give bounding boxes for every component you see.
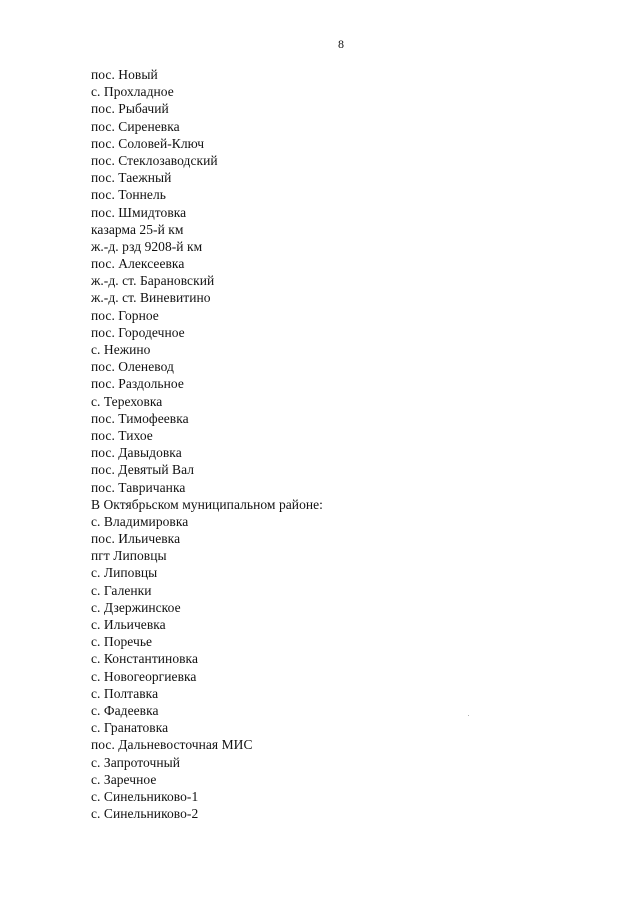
list-item: пос. Новый <box>91 67 158 82</box>
list-item: с. Ильичевка <box>91 617 166 632</box>
list-item: пос. Тихое <box>91 427 153 443</box>
list-item: с. Прохладное <box>91 84 174 100</box>
scan-speck <box>468 715 469 716</box>
list-item: пос. Дальневосточная МИС <box>91 737 253 753</box>
list-item: с. Синельниково-1 <box>91 788 199 804</box>
list-item: пос. Горное <box>91 307 159 323</box>
list-item: пос. Давыдовка <box>91 445 182 461</box>
list-item: ж.-д. ст. Виневитино <box>91 290 211 306</box>
list-item: пос. Соловей-Ключ <box>91 135 205 151</box>
list-item: пос. Ильичевка <box>91 531 181 547</box>
settlement-list <box>91 66 323 822</box>
list-item: с. Нежино <box>91 342 151 357</box>
list-item: с. Гранатовка <box>91 720 169 736</box>
list-item: с. Поречье <box>91 634 153 650</box>
list-item: ж.-д. рзд 9208-й км <box>91 238 203 254</box>
list-item: с. Фадеевка <box>91 702 159 718</box>
list-item: с. Новогеоргиевка <box>91 668 197 684</box>
list-item: пос. Алексеевка <box>91 256 185 272</box>
list-item: с. Синельниково-2 <box>91 806 199 822</box>
list-item: казарма 25-й км <box>91 221 184 237</box>
section-heading: В Октябрьском муниципальном районе: <box>91 496 323 512</box>
list-item: пос. Рыбачий <box>91 101 169 117</box>
page-number: 8 <box>338 37 344 51</box>
list-item: пос. Тимофеевка <box>91 410 189 426</box>
list-item: пос. Городечное <box>91 324 185 340</box>
list-item: с. Владимировка <box>91 513 189 529</box>
list-item: с. Заречное <box>91 771 157 787</box>
list-item: пос. Раздольное <box>91 376 184 392</box>
list-item: с. Тереховка <box>91 393 163 409</box>
list-item: пос. Оленевод <box>91 359 174 375</box>
list-item: пгт Липовцы <box>91 548 167 564</box>
list-item: пос. Шмидтовка <box>91 204 187 220</box>
list-item: с. Дзержинское <box>91 599 181 615</box>
list-item: пос. Таежный <box>91 170 172 186</box>
list-item: с. Галенки <box>91 582 152 598</box>
list-item: с. Запроточный <box>91 754 180 770</box>
list-item: пос. Тавричанка <box>91 479 186 495</box>
list-item: с. Полтавка <box>91 685 159 701</box>
list-item: ж.-д. ст. Барановский <box>91 273 215 289</box>
list-item: с. Константиновка <box>91 651 198 667</box>
list-item: с. Липовцы <box>91 565 158 581</box>
list-item: пос. Тоннель <box>91 187 166 203</box>
list-item: пос. Сиреневка <box>91 118 180 134</box>
list-item: пос. Стеклозаводский <box>91 152 218 168</box>
list-item: пос. Девятый Вал <box>91 462 195 478</box>
